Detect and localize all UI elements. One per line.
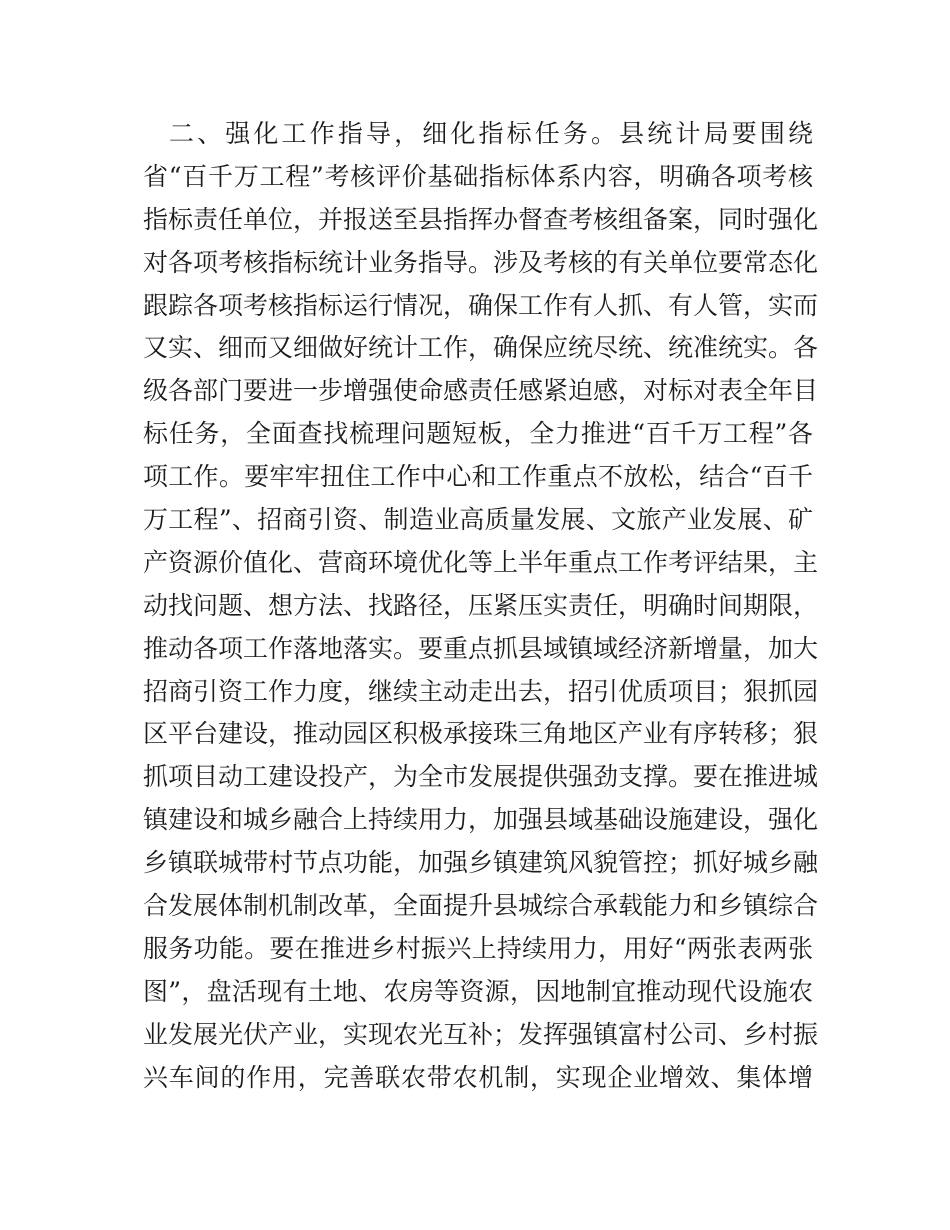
text-line: 对各项考核指标统计业务指导。涉及考核的有关单位要常态化	[143, 247, 819, 277]
text-line: 招商引资工作力度，继续主动走出去，招引优质项目；狠抓园	[143, 676, 819, 706]
text-line: 推动各项工作落地落实。要重点抓县域镇域经济新增量，加大	[143, 633, 819, 663]
text-line: 万工程”、招商引资、制造业高质量发展、文旅产业发展、矿	[143, 505, 813, 535]
text-line: 兴车间的作用，完善联农带农机制，实现企业增效、集体增	[143, 1062, 813, 1092]
text-line: 动找问题、想方法、找路径，压紧压实责任，明确时间期限，	[143, 590, 819, 620]
text-line: 产资源价值化、营商环境优化等上半年重点工作考评结果，主	[143, 547, 819, 577]
text-line: 抓项目动工建设投产，为全市发展提供强劲支撑。要在推进城	[143, 762, 819, 792]
text-line: 项工作。要牢牢扭住工作中心和工作重点不放松，结合“百千	[143, 462, 813, 492]
text-line: 业发展光伏产业，实现农光互补；发挥强镇富村公司、乡村振	[143, 1019, 819, 1049]
text-line: 图”，盘活现有土地、农房等资源，因地制宜推动现代设施农	[143, 976, 813, 1006]
text-line: 级各部门要进一步增强使命感责任感紧迫感，对标对表全年目	[143, 376, 819, 406]
text-line: 合发展体制机制改革，全面提升县城综合承载能力和乡镇综合	[143, 891, 819, 921]
text-line: 乡镇联城带村节点功能，加强乡镇建筑风貌管控；抓好城乡融	[143, 848, 819, 878]
text-line: 跟踪各项考核指标运行情况，确保工作有人抓、有人管，实而	[143, 290, 819, 320]
text-line: 标任务，全面查找梳理问题短板，全力推进“百千万工程”各	[143, 419, 813, 449]
text-line: 二、强化工作指导，细化指标任务。县统计局要围绕	[169, 119, 813, 148]
text-line: 镇建设和城乡融合上持续用力，加强县域基础设施建设，强化	[143, 805, 819, 835]
text-line: 省“百千万工程”考核评价基础指标体系内容，明确各项考核	[143, 161, 813, 191]
body-paragraph	[143, 113, 819, 1099]
text-line: 指标责任单位，并报送至县指挥办督查考核组备案，同时强化	[143, 204, 819, 234]
text-line: 区平台建设，推动园区积极承接珠三角地区产业有序转移；狠	[143, 719, 819, 749]
text-line: 又实、细而又细做好统计工作，确保应统尽统、统准统实。各	[143, 333, 819, 363]
text-line: 服务功能。要在推进乡村振兴上持续用力，用好“两张表两张	[143, 933, 813, 963]
